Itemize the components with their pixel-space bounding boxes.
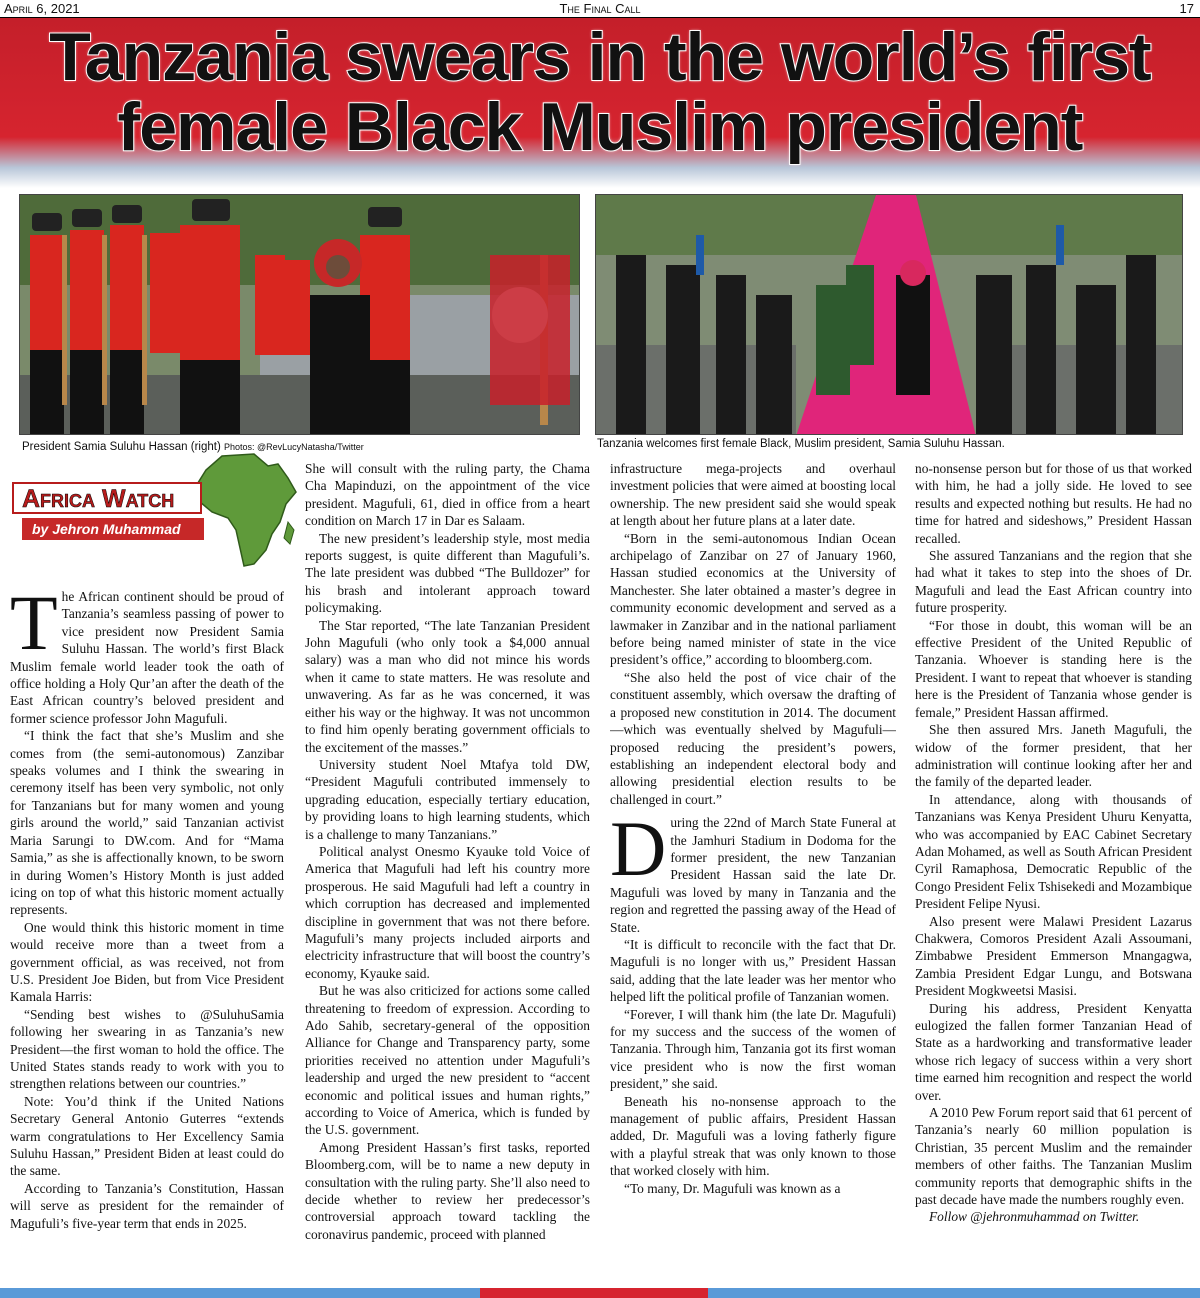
- article-paragraph: One would think this historic moment in time would receive more than a tweet from a government official, as was received, not from U.S. President Joe Biden, but from Vice President Kamala Harris:: [10, 919, 284, 1005]
- article-paragraph: no-nonsense person but for those of us that worked with him, he had a jolly side. He loved to see results and expected nothing but results. He had no time for hatred and sideshows,” President Hassan recalled.: [915, 461, 1192, 546]
- twitter-follow: Follow @jehronmuhammad on Twitter.: [929, 1209, 1140, 1225]
- article-paragraph: According to Tanzania’s Constitution, Hassan will serve as president for the remainder of Magufuli’s five-year term that ends in 2025.: [10, 1180, 284, 1231]
- column-title: Africa Watch: [22, 485, 175, 513]
- photo-honor-guard-illustration: [20, 195, 580, 435]
- article-paragraph: Among President Hassan’s first tasks, reported Bloomberg.com, will be to name a new deputy in consultation with the ruling party. She’ll also need to decide whether to review her predecessor’s controversial approach toward tackling the coronavirus pandemic, proceed with planned: [305, 1139, 590, 1242]
- paper-name: The Final Call: [559, 1, 641, 16]
- issue-date: April 6, 2021: [4, 1, 80, 16]
- photo-caption-right: [597, 437, 1005, 451]
- caption-left-text: President Samia Suluhu Hassan (right): [22, 441, 221, 453]
- article-column-2: [305, 460, 590, 1278]
- article-paragraph: During the 22nd of March State Funeral at the Jamhuri Stadium in Dodoma for the former president, the new Tanzanian President Hassan said the late Dr. Magufuli was loved by many in Tanzania and the region and regretted the passing away of the Head of State.: [610, 805, 896, 935]
- photo-procession-illustration: [596, 195, 1183, 435]
- article-column-3: [610, 460, 896, 1278]
- article-paragraph: She assured Tanzanians and the region that she had what it takes to step into the shoes of Dr. Magufuli and lead the East African country into future prosperity.: [915, 548, 1192, 616]
- footer-bar: [0, 1288, 1200, 1298]
- article-paragraph: “For those in doubt, this woman will be an effective President of the United Republic of Tanzania. Whoever is standing here is the President. I want to repeat that whoever is standing here is the President of Tanzania whose gender is female,” President Hassan affirmed.: [915, 617, 1192, 720]
- footer-accent: [480, 1288, 708, 1298]
- article-paragraph: “Born in the semi-autonomous Indian Ocean archipelago of Zanzibar on 27 of January 1960, Hassan studied economics at the University of Manchester. She later obtained a master’s degree in community economic development and served as a lawmaker in Zanzibar and in the national parliament before being named minister of state in the vice president’s office,” according to bloomberg.com.: [610, 530, 896, 668]
- article-column-1: [10, 588, 284, 1278]
- article-paragraph: In attendance, along with thousands of Tanzanians was Kenya President Uhuru Kenyatta, who was accompanied by EAC Cabinet Secretary Adan Mohamed, as well as South African President Cyril Ramaphosa, Democratic Republic of the Congo President Felix Tshisekedi and Mozambique President Felipe Nyusi.: [915, 791, 1192, 912]
- article-paragraph: Beneath his no-nonsense approach to the management of public affairs, President Hassan added, Dr. Magufuli was a loving fatherly figure with a playful streak that was only known to those that worked closely with him.: [610, 1093, 896, 1179]
- article-paragraph: Also present were Malawi President Lazarus Chakwera, Comoros President Azali Assoumani, Zimbabwe President Emmerson Mnangagwa, Zambia President Edgar Lungu, and Botswana President Mogkweetsi Masisi.: [915, 913, 1192, 999]
- article-paragraph: University student Noel Mtafya told DW, “President Magufuli contributed immensely to upgrading education, especially tertiary education, by providing loans to high learning students, which is a challenge to many Tanzanians.”: [305, 756, 590, 842]
- article-paragraph: The new president’s leadership style, most media reports suggest, is quite different than Magufuli’s. The late president was dubbed “The Bulldozer” for his brash and intolerant approach toward policymaking.: [305, 530, 590, 616]
- article-paragraph: During his address, President Kenyatta eulogized the fallen former Tanzanian Head of State as a hardworking and transformative leader whose rich legacy of success within a very short time earned him recognition and respect the world over.: [915, 1000, 1192, 1103]
- article-paragraph: infrastructure mega-projects and overhaul investment policies that were aimed at boosting local ownership. The new president said she would speak at length about her future plans at a later date.: [610, 461, 896, 529]
- africa-map-icon: [192, 452, 298, 570]
- article-paragraph: A 2010 Pew Forum report said that 61 percent of Tanzania’s nearly 60 million population is Christian, 35 percent Muslim and the remainder members of other faiths. The Tanzanian Muslim community reports that demographic shifts in the past decade have made the numbers roughly even.: [915, 1105, 1192, 1208]
- caption-right-text: Tanzania welcomes first female Black, Muslim president, Samia Suluhu Hassan.: [597, 438, 1005, 450]
- article-column-4: [915, 460, 1192, 1278]
- headline-line-2: female Black Muslim president: [117, 89, 1083, 165]
- article-paragraph: “Sending best wishes to @SuluhuSamia following her swearing in as Tanzania’s new President—the first woman to hold the office. The United States stands ready to work with you to strengthen relations between our countries.”: [10, 1006, 284, 1092]
- photo-credit: Photos: @RevLucyNatasha/Twitter: [224, 442, 364, 452]
- article-paragraph: “It is difficult to reconcile with the fact that Dr. Magufuli is no longer with us,” President Hassan said, adding that the late leader was her mentor who helped lift the political profile of Tanzanian women.: [610, 936, 896, 1005]
- drop-cap: T: [10, 588, 58, 666]
- drop-cap: D: [610, 805, 667, 893]
- photo-procession: [595, 194, 1183, 435]
- page-number: 17: [1179, 1, 1194, 16]
- column-logo: [10, 452, 290, 570]
- article-paragraph: The African continent should be proud of Tanzania’s seamless passing of power to vice president now President Samia Suluhu Hassan. The world’s first Black Muslim female world leader took the oath of office holding a Holy Qur’an after the death of the East African country’s beloved president and former science professor John Magufuli.: [10, 588, 284, 726]
- article-paragraph: She then assured Mrs. Janeth Magufuli, the widow of the former president, that her administration will continue looking after her and the family of the departed leader.: [915, 722, 1192, 790]
- article-paragraph: Political analyst Onesmo Kyauke told Voice of America that Magufuli had left his country more prosperous. He said Magufuli had left a country in which corruption has decreased and implemented discipline in government that was not there before. Magufuli’s many projects included airports and electricity infrastructure that will boost the country’s economy, Kyauke said.: [305, 843, 590, 981]
- photo-honor-guard: [19, 194, 580, 435]
- headline: [0, 19, 1200, 165]
- article-paragraph: “She also held the post of vice chair of the constituent assembly, which oversaw the drafting of a proposed new constitution in 2014. The document—which was eventually shelved by Magufuli—proposed reducing the president’s powers, establishing an independent electoral body and allowing presidential election results to be challenged in court.”: [610, 669, 896, 807]
- article-paragraph: “Forever, I will thank him (the late Dr. Magufuli) for my success and the success of the women of Tanzania. Through him, Tanzania got its first woman vice president who is now the first woman president,” she said.: [610, 1006, 896, 1092]
- headline-line-1: Tanzania swears in the world’s first: [49, 19, 1151, 95]
- article-paragraph: She will consult with the ruling party, the Chama Cha Mapinduzi, on the appointment of the vice president. Magufuli, 61, died in office from a heart condition on March 17 in Dar es Salaam.: [305, 461, 590, 529]
- article-paragraph: Note: You’d think if the United Nations Secretary General Antonio Guterres “extends warm congratulations to Her Excellency Samia Suluhu Hassan,” President Biden at least could do the same.: [10, 1093, 284, 1179]
- article-paragraph: The Star reported, “The late Tanzanian President John Magufuli (who only took a $4,000 annual salary) was a man who did not mince his words when it came to state matters. He was resolute and unwavering. As far as he was concerned, it was either his way or the highway. It was not uncommon to find him openly berating government officials to the excitement of the masses.”: [305, 617, 590, 755]
- article-paragraph: “I think the fact that she’s Muslim and she comes from (the semi-autonomous) Zanzibar speaks volumes and I think the swearing in ceremony itself has been very symbolic, not only for Tanzanians but for many women and young girls around the world,” said Tanzanian activist Maria Sarungi to DW.com. And for “Mama Samia,” as she is affectionally known, to be sworn in during Women’s History Month is just added icing on top of what this historic moment actually represents.: [10, 728, 284, 918]
- article-paragraph: But he was also criticized for actions some called threatening to freedom of expression. According to Ado Sahib, secretary-general of the opposition Alliance for Change and Transparency party, some priorities received no attention under Magufuli’s leadership and urged the new president to “accent economic and political issues and human rights,” according to Voice of America, which is funded by the U.S. government.: [305, 983, 590, 1138]
- page-header: [0, 0, 1200, 18]
- column-byline: by Jehron Muhammad: [32, 521, 181, 537]
- article-paragraph: “To many, Dr. Magufuli was known as a: [624, 1180, 841, 1196]
